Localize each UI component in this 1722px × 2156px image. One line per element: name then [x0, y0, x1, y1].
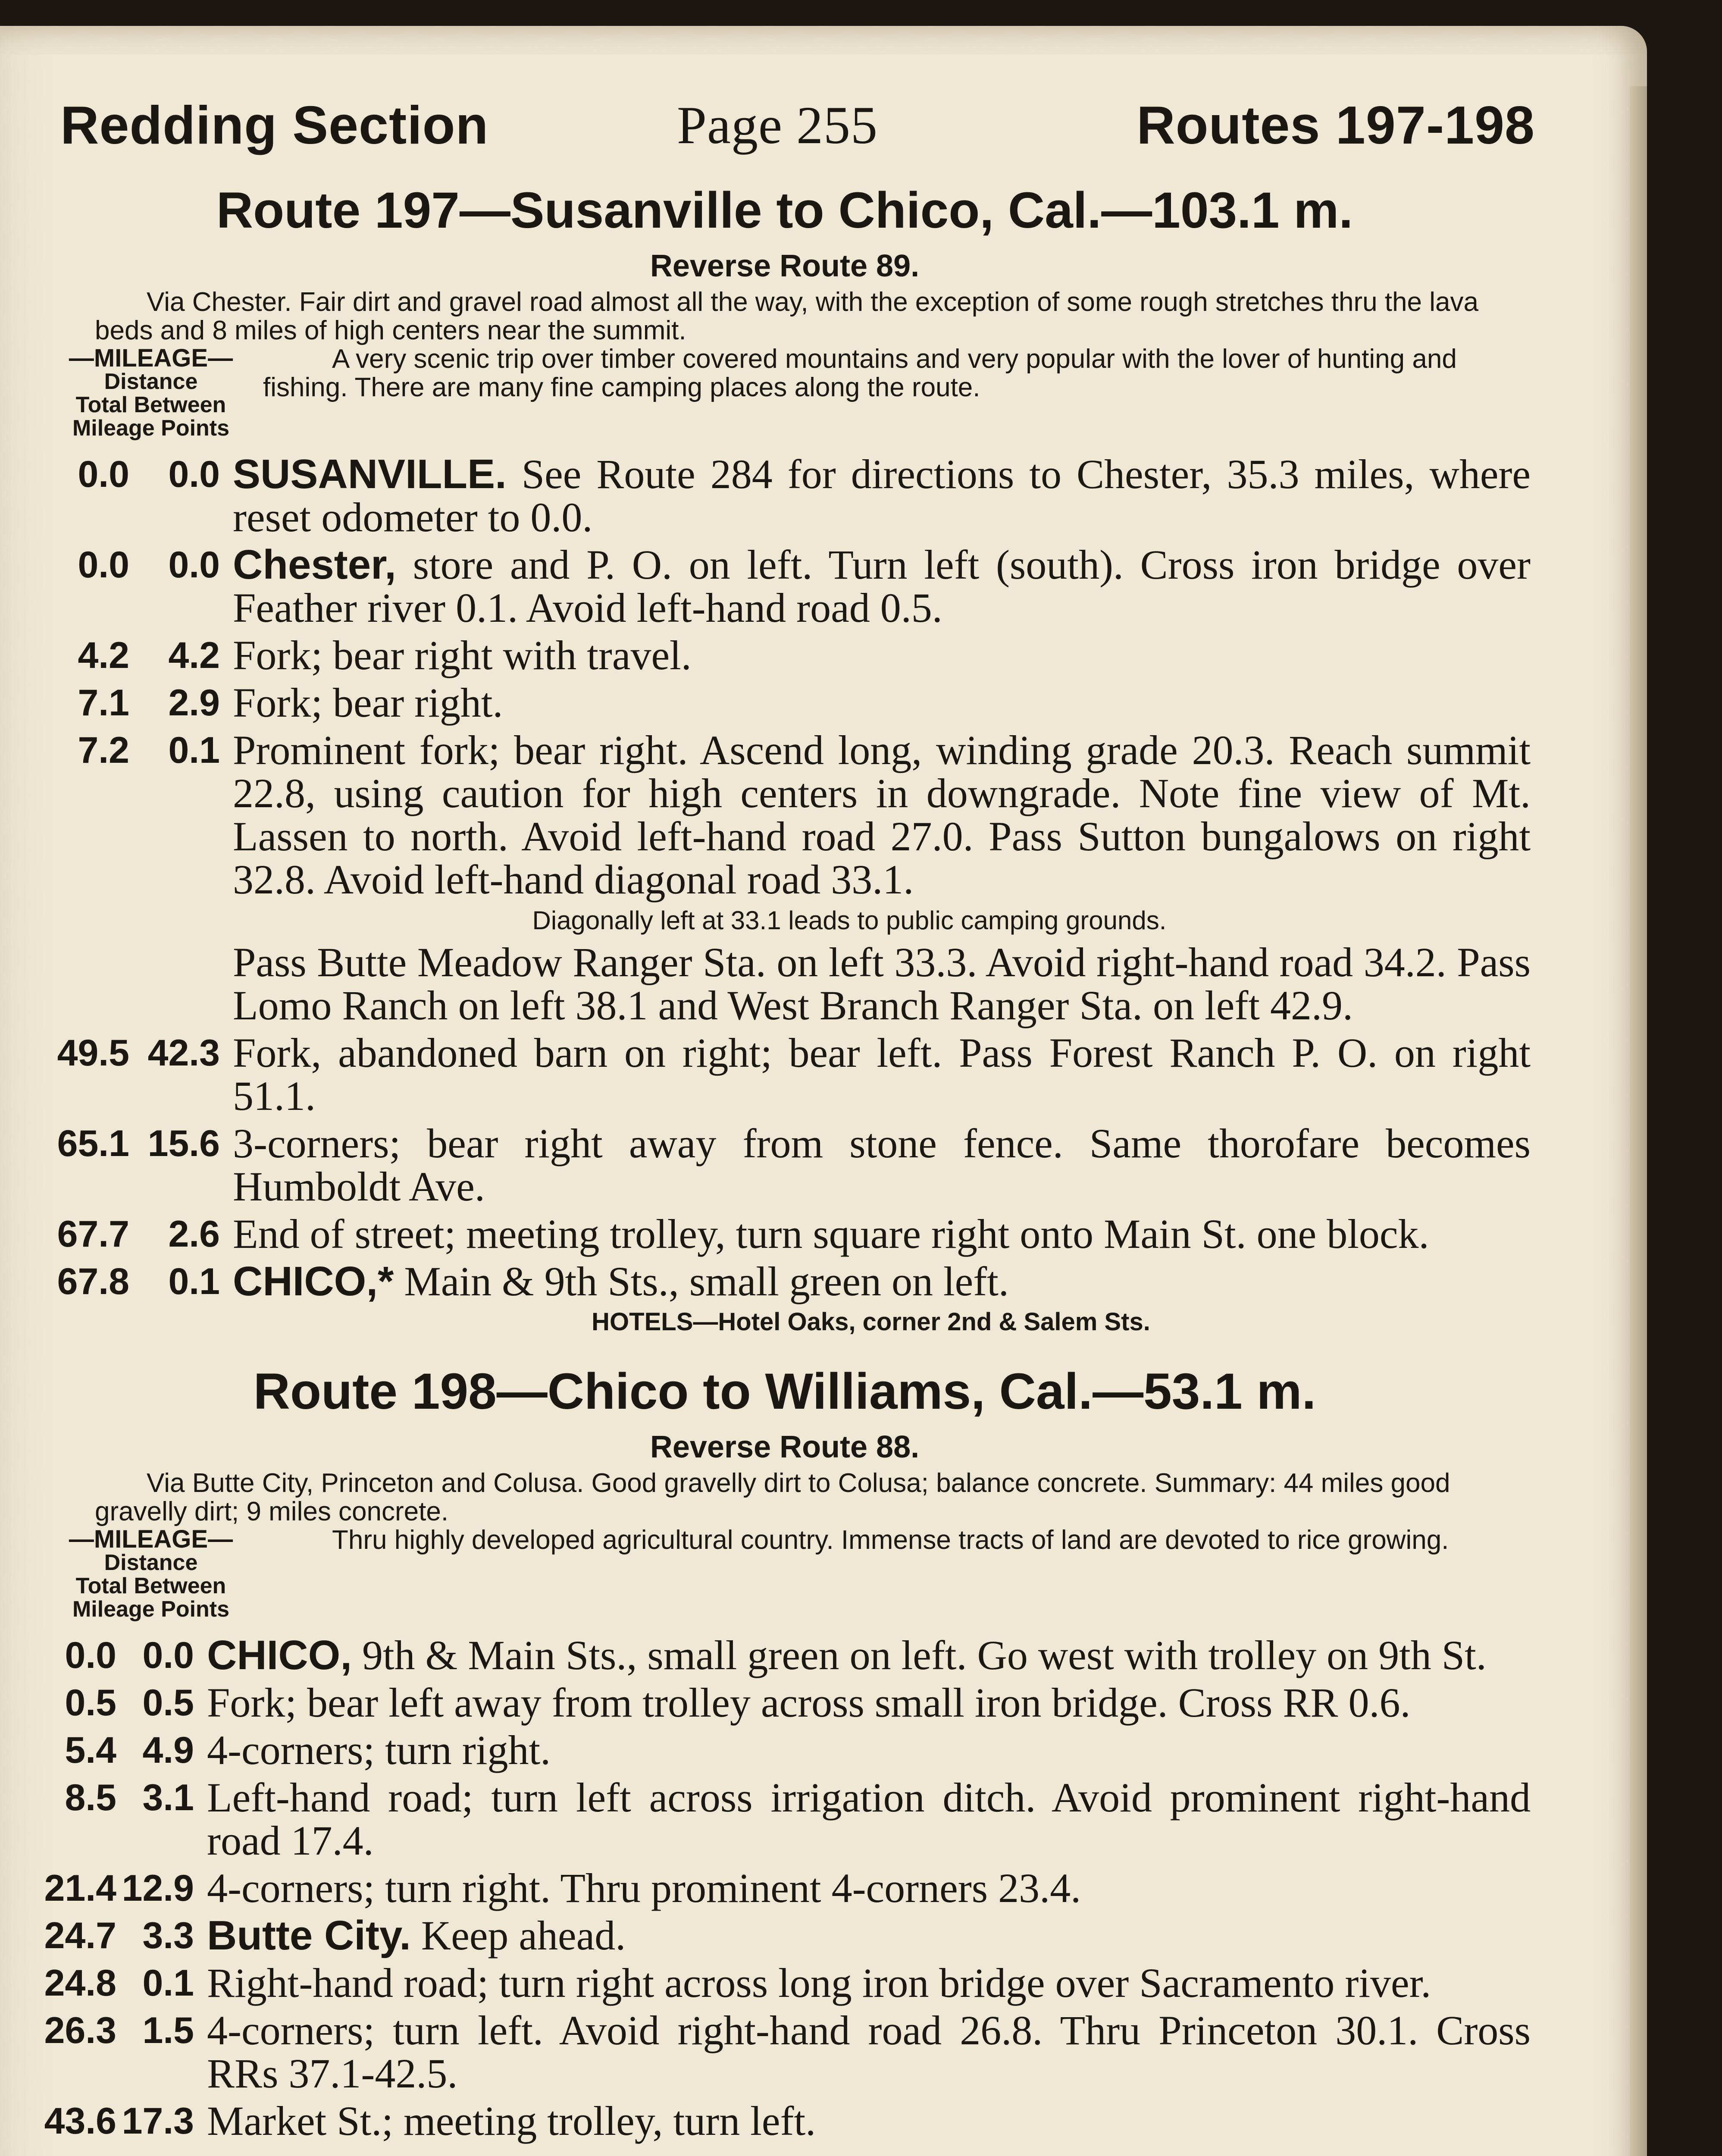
- page-content: [39, 95, 1535, 2156]
- route-197-intro: [39, 345, 1531, 440]
- route-entry: [39, 1122, 1531, 1208]
- direction-detail: 3-corners; bear right away from stone fence. Same thorofare becomes Humboldt Ave.: [233, 1120, 1531, 1210]
- total-mileage: 0.0: [65, 1635, 116, 1676]
- distance-between: 0.1: [168, 1261, 220, 1302]
- direction-detail: Right-hand road; turn right across long iron bridge over Sacramento river.: [207, 1960, 1431, 2006]
- route-entry: [39, 1213, 1531, 1256]
- distance-between: 0.0: [142, 1635, 194, 1676]
- mileage-header-2: —MILEAGE— Distance Total Between Mileage Points: [69, 1525, 233, 1622]
- total-mileage: 26.3: [44, 2010, 116, 2051]
- direction-detail: Market St.; meeting trolley, turn left.: [207, 2098, 816, 2144]
- direction-detail: 4-corners; turn right. Thru prominent 4-corners 23.4.: [207, 1865, 1081, 1911]
- section-name: Redding Section: [60, 96, 489, 155]
- direction-text: [220, 453, 1531, 539]
- direction-detail: Prominent fork; bear right. Ascend long, winding grade 20.3. Reach summit 22.8, using caution for high centers in downgrade. Note fine view of Mt. Lassen to north. Avoid left-hand road 27.0. Pass Sutton bungalows on right 32.8. Avoid left-hand diagonal road 33.1.: [233, 727, 1531, 903]
- total-mileage: 49.5: [57, 1032, 129, 1074]
- route-entry: [39, 2100, 1531, 2143]
- route-entry: [39, 1681, 1531, 1724]
- place-name: Butte City.: [207, 1912, 411, 1959]
- direction-text: [220, 681, 1531, 724]
- direction-detail: store and P. O. on left. Turn left (south). Cross iron bridge over Feather river 0.1. Avoid left-hand road 0.5.: [233, 542, 1531, 631]
- route-197-title: Route 197—Susanville to Chico, Cal.—103.1 m.: [216, 182, 1353, 239]
- distance-between: 42.3: [147, 1032, 220, 1074]
- route-197-hotels: HOTELS—Hotel Oaks, corner 2nd & Salem Sts.: [592, 1308, 1150, 1336]
- direction-text: [194, 1962, 1531, 2005]
- direction-text: [194, 1729, 1531, 1772]
- total-mileage: 24.8: [44, 1962, 116, 2004]
- total-mileage: 7.2: [78, 730, 129, 771]
- book-page: [0, 26, 1647, 2156]
- total-mileage: 65.1: [57, 1123, 129, 1164]
- direction-detail: Fork, abandoned barn on right; bear left. Pass Forest Ranch P. O. on right 51.1.: [233, 1030, 1531, 1119]
- direction-text: [220, 1213, 1531, 1256]
- distance-between: 3.1: [142, 1777, 194, 1818]
- route-197-via: Via Chester. Fair dirt and gravel road almost all the way, with the exception of some rough stretches thru the lava beds and 8 miles of high centers near the summit.: [95, 287, 1478, 345]
- direction-text: [194, 1914, 1531, 1957]
- distance-between: 0.1: [142, 1962, 194, 2004]
- total-mileage: 0.0: [78, 454, 129, 495]
- route-197-entries: [39, 453, 1531, 901]
- route-198-scenic: Thru highly developed agricultural country. Immense tracts of land are devoted to rice growing.: [332, 1525, 1449, 1555]
- distance-between: 1.5: [142, 2010, 194, 2051]
- total-mileage: 7.1: [78, 682, 129, 724]
- total-mileage: 4.2: [78, 635, 129, 676]
- direction-text: [194, 1634, 1531, 1677]
- direction-detail: 4-corners; turn right.: [207, 1727, 551, 1773]
- total-mileage: 43.6: [44, 2100, 116, 2142]
- distance-between: 2.6: [168, 1213, 220, 1255]
- route-entry: [39, 1962, 1531, 2005]
- route-entry: [39, 1914, 1531, 1957]
- distance-between: 17.3: [122, 2100, 194, 2142]
- route-entry: [39, 1634, 1531, 1677]
- place-name: Chester,: [233, 542, 396, 588]
- direction-detail: Keep ahead.: [410, 1912, 626, 1959]
- route-198-title: Route 198—Chico to Williams, Cal.—53.1 m.: [253, 1363, 1316, 1420]
- place-name: CHICO,*: [233, 1258, 394, 1304]
- total-mileage: 21.4: [44, 1868, 116, 1909]
- distance-between: 0.5: [142, 1682, 194, 1724]
- route-197-reverse: Reverse Route 89.: [650, 249, 920, 283]
- mileage-header: —MILEAGE— Distance Total Between Mileage Points: [69, 344, 233, 441]
- place-name: SUSANVILLE.: [233, 451, 507, 497]
- total-mileage: 24.7: [44, 1915, 116, 1956]
- total-mileage: 8.5: [65, 1777, 116, 1818]
- route-197-note: Diagonally left at 33.1 leads to public camping grounds.: [532, 906, 1167, 935]
- direction-text: [194, 1776, 1531, 1862]
- route-entry: [39, 1260, 1531, 1303]
- distance-between: 4.2: [168, 635, 220, 676]
- direction-text: [194, 2009, 1531, 2095]
- route-198-intro: [39, 1526, 1531, 1621]
- page-number: Page 255: [677, 96, 878, 155]
- total-mileage: 67.7: [57, 1213, 129, 1255]
- route-entry: [39, 1729, 1531, 1772]
- direction-text: [194, 1681, 1531, 1724]
- total-mileage: 0.0: [78, 544, 129, 586]
- direction-detail: Fork; bear right.: [233, 680, 503, 726]
- direction-text: [220, 1031, 1531, 1118]
- route-198-reverse: Reverse Route 88.: [650, 1430, 920, 1464]
- direction-detail: Fork; bear left away from trolley across small iron bridge. Cross RR 0.6.: [207, 1680, 1411, 1726]
- direction-detail: See Route 284 for directions to Chester, 35.3 miles, where reset odometer to 0.0.: [233, 451, 1531, 540]
- total-mileage: 67.8: [57, 1261, 129, 1302]
- route-entry: [39, 453, 1531, 539]
- direction-detail: 9th & Main Sts., small green on left. Go west with trolley on 9th St.: [352, 1632, 1487, 1678]
- distance-between: 15.6: [147, 1123, 220, 1164]
- route-entry: [39, 634, 1531, 677]
- direction-text: [220, 729, 1531, 901]
- distance-between: 4.9: [142, 1730, 194, 1771]
- route-198-entries: [39, 1634, 1531, 2143]
- distance-between: 0.0: [168, 544, 220, 586]
- direction-text: [194, 2100, 1531, 2143]
- distance-between: 0.0: [168, 454, 220, 495]
- route-197-continuation: Pass Butte Meadow Ranger Sta. on left 33.3. Avoid right-hand road 34.2. Pass Lomo Ranch on left 38.1 and West Branch Ranger Sta. on left 42.9.: [233, 939, 1531, 1028]
- page-edge: [1630, 86, 1647, 2156]
- route-197-scenic: A very scenic trip over timber covered mountains and very popular with the lover of hunting and fishing. There are many fine camping places along the route.: [263, 344, 1457, 402]
- route-range: Routes 197-198: [1137, 96, 1535, 155]
- distance-between: 2.9: [168, 682, 220, 724]
- route-entry: [39, 729, 1531, 901]
- distance-between: 3.3: [142, 1915, 194, 1956]
- direction-text: [220, 634, 1531, 677]
- total-mileage: 0.5: [65, 1682, 116, 1724]
- route-entry: [39, 681, 1531, 724]
- direction-detail: 4-corners; turn left. Avoid right-hand road 26.8. Thru Princeton 30.1. Cross RRs 37.1-42.5.: [207, 2007, 1531, 2096]
- distance-between: 12.9: [122, 1868, 194, 1909]
- route-entry: [39, 1031, 1531, 1118]
- running-head: [39, 95, 1535, 177]
- direction-text: [194, 1867, 1531, 1910]
- total-mileage: 5.4: [65, 1730, 116, 1771]
- place-name: CHICO,: [207, 1632, 352, 1678]
- direction-detail: Fork; bear right with travel.: [233, 632, 692, 678]
- route-entry: [39, 1867, 1531, 1910]
- direction-text: [220, 543, 1531, 630]
- direction-detail: Left-hand road; turn left across irrigation ditch. Avoid prominent right-hand road 17.4.: [207, 1774, 1531, 1864]
- route-197-entries-2: [39, 1031, 1531, 1303]
- route-198-via: Via Butte City, Princeton and Colusa. Good gravelly dirt to Colusa; balance concrete. Summary: 44 miles good gravelly dirt; 9 miles concrete.: [95, 1468, 1450, 1526]
- distance-between: 0.1: [168, 730, 220, 771]
- direction-text: [220, 1122, 1531, 1208]
- direction-text: [220, 1260, 1531, 1303]
- direction-detail: End of street; meeting trolley, turn square right onto Main St. one block.: [233, 1211, 1429, 1257]
- route-entry: [39, 543, 1531, 630]
- route-entry: [39, 1776, 1531, 1862]
- route-entry: [39, 2009, 1531, 2095]
- direction-detail: Main & 9th Sts., small green on left.: [394, 1258, 1009, 1304]
